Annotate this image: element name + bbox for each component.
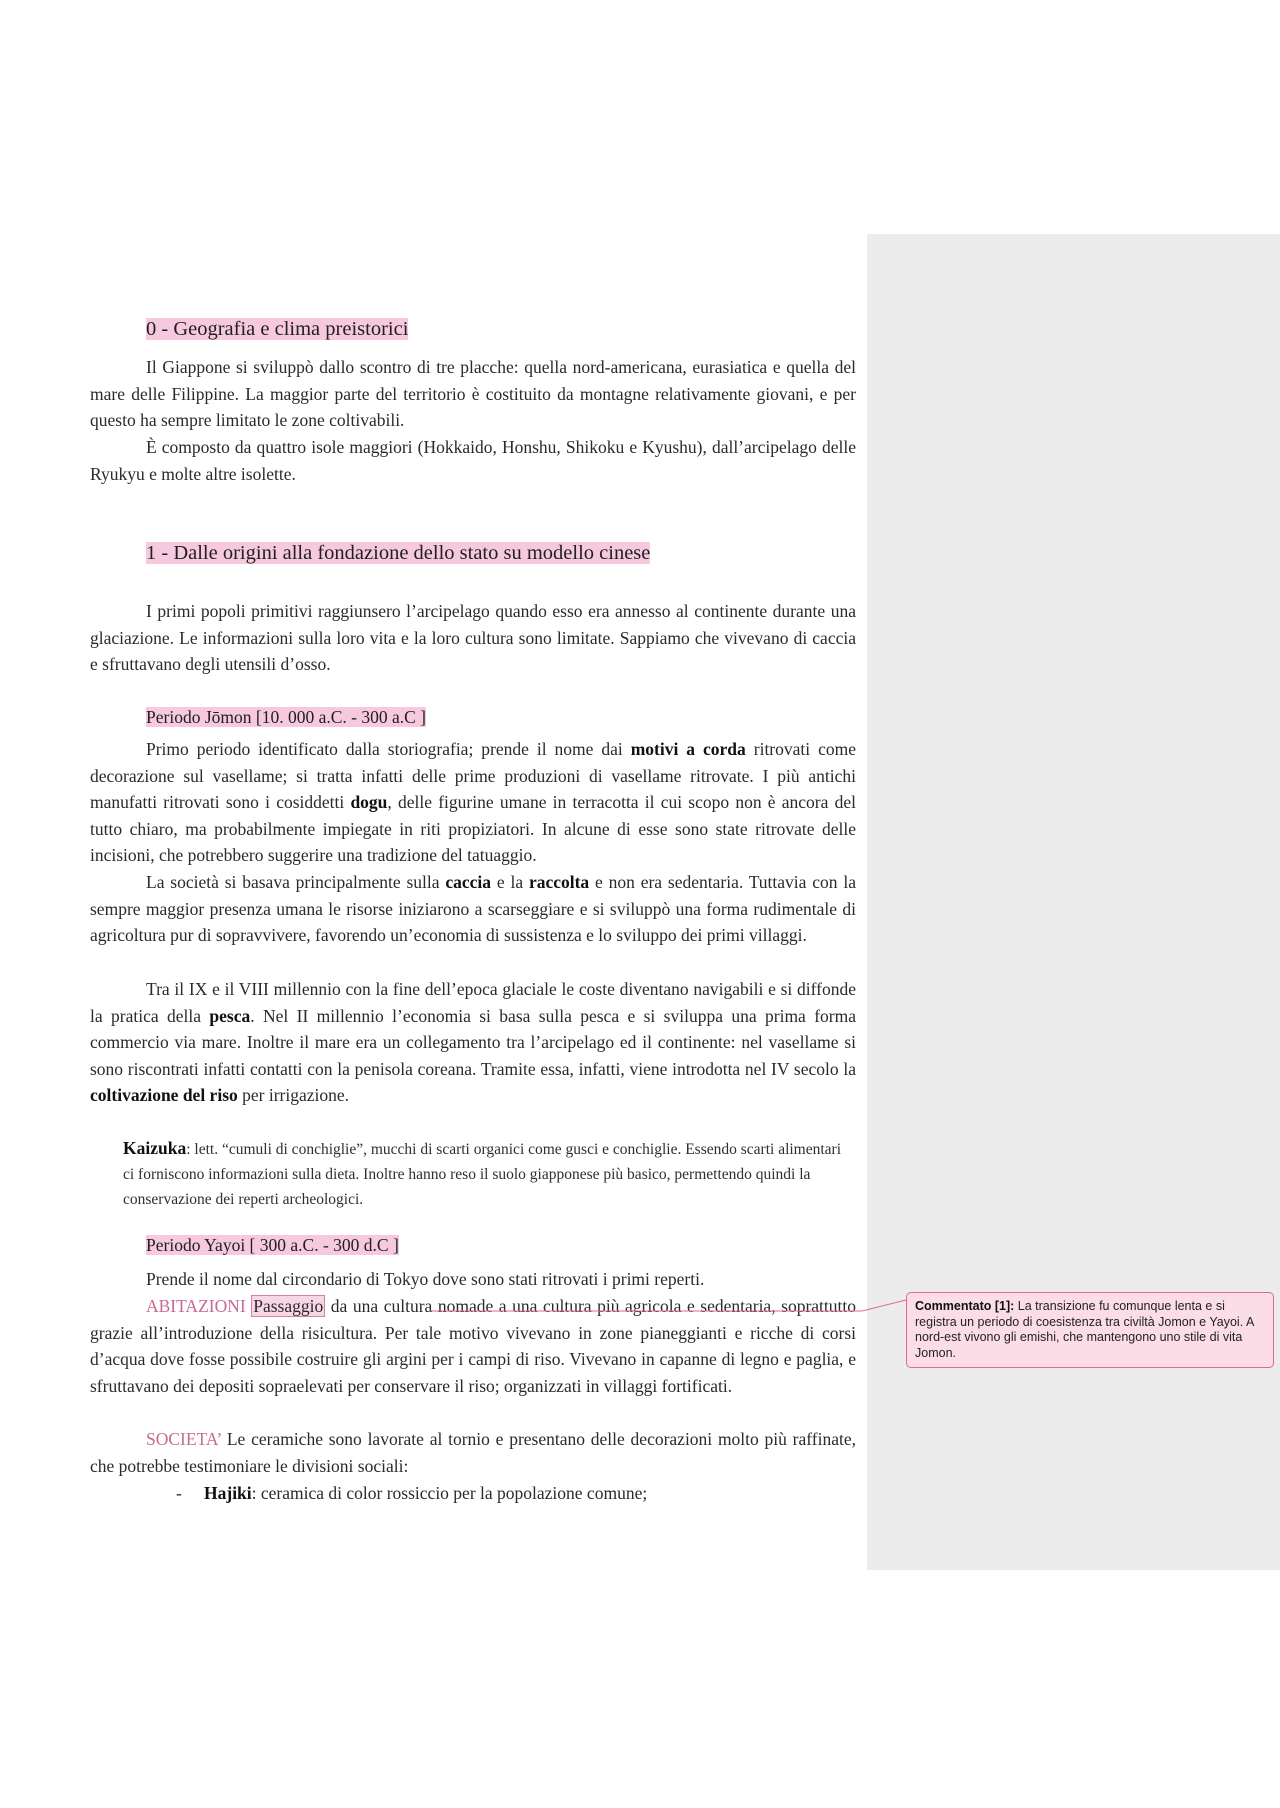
comment-text: La transizione fu comunque lenta e si registra un periodo di coesistenza tra civiltà Jomon e Yayoi. A nord-est vivono gli emishi, che mantengono uno stile di vita Jomon.: [915, 1299, 1254, 1360]
kaizuka-note: [123, 1136, 856, 1212]
list-item-hajiki: - Hajiki: ceramica di color rossiccio per la popolazione comune;: [176, 1483, 648, 1503]
comment-anchor[interactable]: Passaggio: [253, 1296, 324, 1316]
jomon-heading: Periodo Jōmon [10. 000 a.C. - 300 a.C ]: [146, 707, 426, 727]
section-0-paragraph-1: Il Giappone si sviluppò dallo scontro di tre placche: quella nord-americana, eurasiatica e quella del mare delle Filippine. La maggior parte del territorio è costituito da montagne relativamente giovani, e per questo ha sempre limitato le zone coltivabili.: [90, 357, 856, 430]
comment-balloon[interactable]: [906, 1292, 1274, 1368]
section-0-paragraph-2: È composto da quattro isole maggiori (Hokkaido, Honshu, Shikoku e Kyushu), dall’arcipelago delle Ryukyu e molte altre isolette.: [90, 437, 856, 484]
jomon-paragraph-2: La società si basava principalmente sulla caccia e la raccolta e non era sedentaria. Tuttavia con la sempre maggior presenza umana le risorse iniziarono a scarseggiare e si sviluppò una forma rudimentale di agricoltura pur di sopravvivere, favorendo un’economia di sussistenza e lo sviluppo dei primi villaggi.: [90, 872, 856, 945]
section-0-heading: 0 - Geografia e clima preistorici: [146, 318, 409, 340]
yayoi-paragraph-2: ABITAZIONI Passaggio da una cultura nomade a una cultura più agricola e sedentaria, soprattutto grazie all’introduzione della risicultura. Per tale motivo vivevano in zone pianeggianti e ricche di corsi d’acqua dove fosse possibile costruire gli argini per i campi di riso. Vivevano in capanne di legno e paglia, e sfruttavano dei depositi sopraelevati per conservare il riso; organizzati in villaggi fortificati.: [90, 1296, 856, 1396]
section-1-heading: 1 - Dalle origini alla fondazione dello stato su modello cinese: [146, 542, 651, 564]
yayoi-heading: Periodo Yayoi [ 300 a.C. - 300 d.C ]: [146, 1235, 399, 1255]
yayoi-paragraph-1: Prende il nome dal circondario di Tokyo dove sono stati ritrovati i primi reperti.: [146, 1269, 705, 1289]
kaizuka-term: Kaizuka: [123, 1138, 187, 1158]
keyword-abitazioni: ABITAZIONI: [146, 1296, 246, 1316]
kaizuka-text: : lett. “cumuli di conchiglie”, mucchi di scarti organici come gusci e conchiglie. Essendo scarti alimentari ci forniscono informazioni sulla dieta. Inoltre hanno reso il suolo giapponese più basico, permettendo quindi la conservazione dei reperti archeologici.: [123, 1141, 842, 1208]
comment-pane: [867, 234, 1280, 1570]
comment-label: Commentato [1]:: [915, 1299, 1015, 1313]
keyword-societa: SOCIETA’: [146, 1429, 222, 1449]
jomon-paragraph-1: Primo periodo identificato dalla storiografia; prende il nome dai motivi a corda ritrovati come decorazione sul vasellame; si tratta infatti delle prime produzioni di vasellame ritrovate. I più antichi manufatti ritrovati sono i cosiddetti dogu, delle figurine umane in terracotta il cui scopo non è ancora del tutto chiaro, ma probabilmente impiegate in riti propiziatori. In alcune di esse sono state ritrovate delle incisioni, che potrebbero suggerire una tradizione del tatuaggio.: [90, 739, 856, 865]
jomon-paragraph-3: Tra il IX e il VIII millennio con la fine dell’epoca glaciale le coste diventano navigabili e si diffonde la pratica della pesca. Nel II millennio l’economia si basa sulla pesca e si sviluppa una prima forma commercio via mare. Inoltre il mare era un collegamento tra l’arcipelago ed il continente: nel vasellame si sono riscontrati infatti contatti con la penisola coreana. Tramite essa, infatti, viene introdotta nel IV secolo la coltivazione del riso per irrigazione.: [90, 979, 856, 1105]
yayoi-paragraph-3: SOCIETA’ Le ceramiche sono lavorate al tornio e presentano delle decorazioni molto più raffinate, che potrebbe testimoniare le divisioni sociali:: [90, 1429, 856, 1476]
section-1-paragraph-1: I primi popoli primitivi raggiunsero l’arcipelago quando esso era annesso al continente durante una glaciazione. Le informazioni sulla loro vita e la loro cultura sono limitate. Sappiamo che vivevano di caccia e sfruttavano degli utensili d’osso.: [90, 601, 856, 674]
